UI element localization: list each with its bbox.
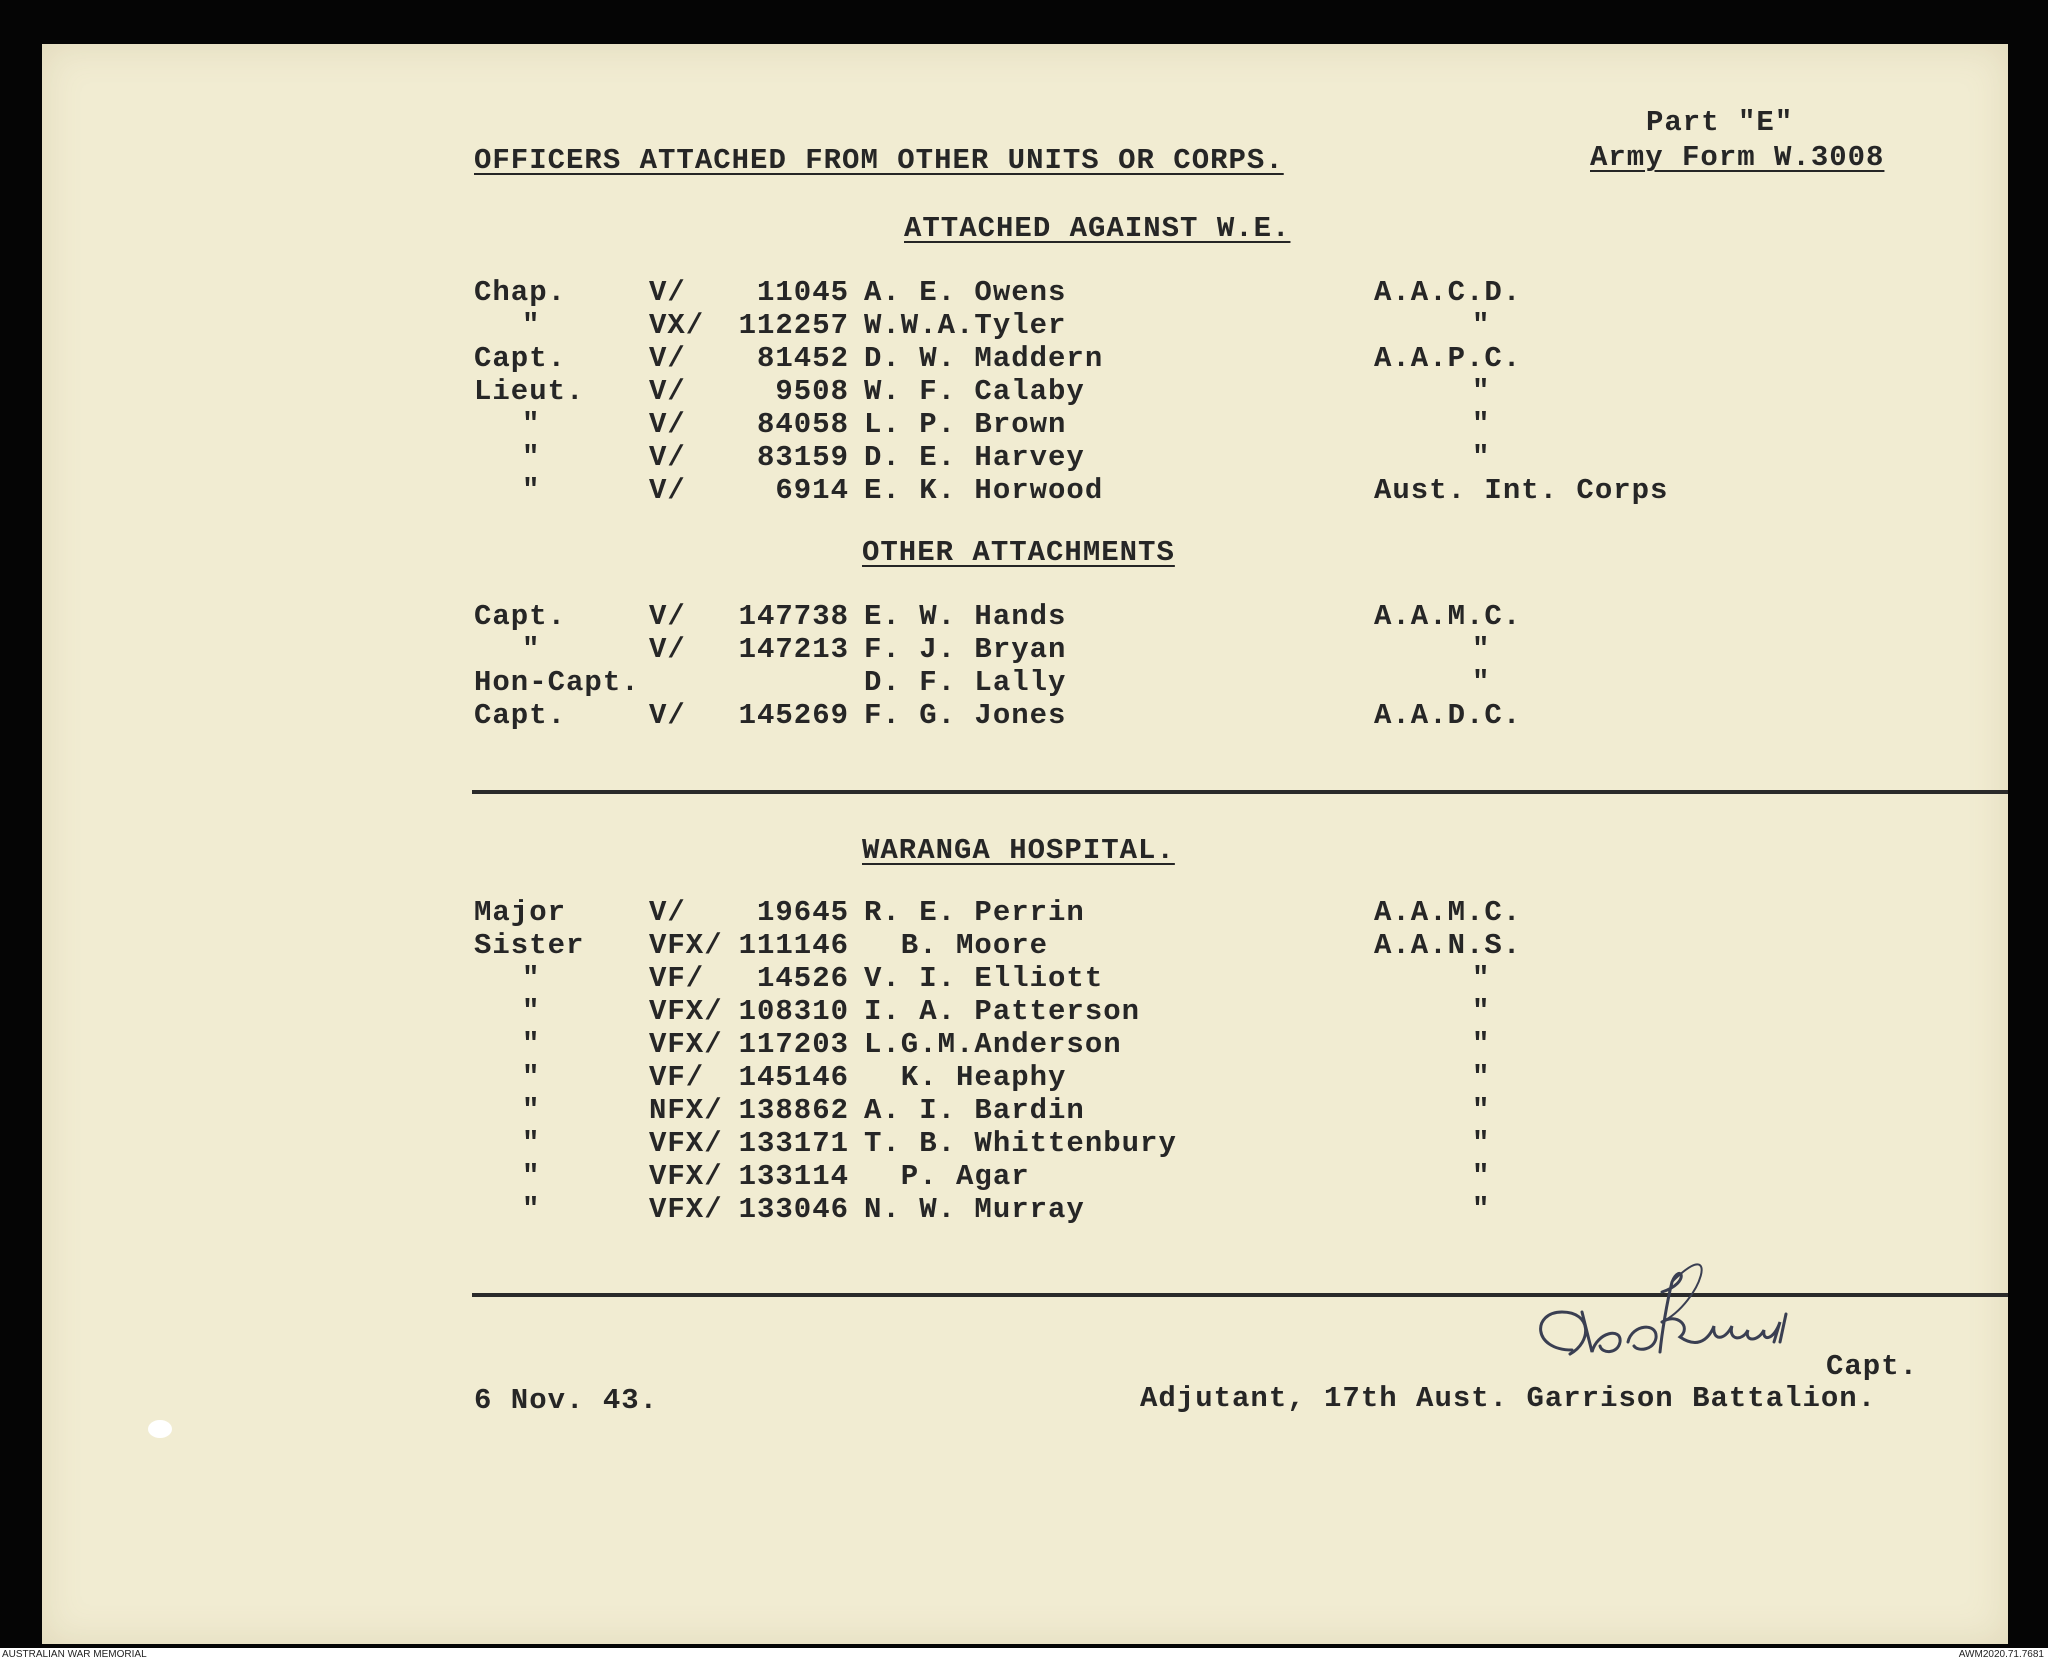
table-row [474,375,1874,408]
table-row [474,408,1874,441]
officer-rank: Chap. [474,276,567,309]
officer-unit: " [1472,1061,1491,1094]
table-row [474,1061,1874,1094]
officer-name: L.G.M.Anderson [864,1028,1122,1061]
signatory-appointment: Adjutant, 17th Aust. Garrison Battalion. [1140,1382,1877,1415]
officer-name: D. E. Harvey [864,441,1085,474]
service-prefix: V/ [649,699,686,732]
officer-unit: " [1472,666,1491,699]
officer-name: F. J. Bryan [864,633,1067,666]
officer-name: T. B. Whittenbury [864,1127,1177,1160]
officer-unit: A.A.M.C. [1374,600,1522,633]
officer-name: D. F. Lally [864,666,1067,699]
attached-against-we-list [474,276,1874,516]
officer-rank: " [522,309,541,342]
table-row [474,1127,1874,1160]
service-prefix: V/ [649,276,686,309]
table-row [474,633,1874,666]
officer-unit: " [1472,408,1491,441]
officer-rank: Major [474,896,567,929]
officer-name: F. G. Jones [864,699,1067,732]
officer-unit: A.A.M.C. [1374,896,1522,929]
officer-name: B. Moore [864,929,1049,962]
service-prefix: V/ [649,474,686,507]
document-date: 6 Nov. 43. [474,1384,659,1417]
service-number: 147213 [738,633,849,666]
section-heading-hospital: WARANGA HOSPITAL. [862,834,1175,867]
officer-unit: " [1472,633,1491,666]
service-prefix: VFX/ [649,1028,723,1061]
officer-rank: " [522,1061,541,1094]
table-row [474,276,1874,309]
officer-name: R. E. Perrin [864,896,1085,929]
service-number: 138862 [738,1094,849,1127]
officer-unit: A.A.C.D. [1374,276,1522,309]
officer-name: P. Agar [864,1160,1030,1193]
service-prefix: V/ [649,375,686,408]
officer-name: K. Heaphy [864,1061,1067,1094]
officer-unit: A.A.D.C. [1374,699,1522,732]
service-prefix: V/ [649,441,686,474]
officer-name: A. E. Owens [864,276,1067,309]
service-prefix: VFX/ [649,1127,723,1160]
waranga-hospital-list [474,896,1874,1236]
table-row [474,600,1874,633]
officer-name: I. A. Patterson [864,995,1141,1028]
officer-name: L. P. Brown [864,408,1067,441]
officer-unit: " [1472,1094,1491,1127]
officer-name: D. W. Maddern [864,342,1104,375]
table-row [474,309,1874,342]
service-number: 19645 [756,896,849,929]
document-title: OFFICERS ATTACHED FROM OTHER UNITS OR CORPS. [474,144,1284,177]
officer-rank: " [522,1127,541,1160]
officer-unit: A.A.P.C. [1374,342,1522,375]
officer-unit: " [1472,441,1491,474]
document-page [42,44,2008,1644]
service-prefix: VFX/ [649,1160,723,1193]
service-number: 133114 [738,1160,849,1193]
service-number: 11045 [756,276,849,309]
table-row [474,342,1874,375]
service-prefix: V/ [649,600,686,633]
table-row [474,666,1874,699]
service-prefix: NFX/ [649,1094,723,1127]
service-prefix: VFX/ [649,995,723,1028]
service-prefix: V/ [649,408,686,441]
officer-name: W. F. Calaby [864,375,1085,408]
table-row [474,441,1874,474]
service-number: 108310 [738,995,849,1028]
service-number: 83159 [756,441,849,474]
signatory-rank: Capt. [1826,1350,1919,1383]
table-row [474,1160,1874,1193]
officer-unit: " [1472,375,1491,408]
service-number: 145269 [738,699,849,732]
service-number: 117203 [738,1028,849,1061]
service-number: 112257 [738,309,849,342]
officer-rank: " [522,995,541,1028]
service-number: 133171 [738,1127,849,1160]
officer-rank: Lieut. [474,375,585,408]
table-row [474,1193,1874,1226]
part-label: Part "E" [1646,106,1794,139]
officer-rank: " [522,1193,541,1226]
service-number: 14526 [756,962,849,995]
service-prefix: VFX/ [649,1193,723,1226]
service-number: 145146 [738,1061,849,1094]
officer-unit: " [1472,1028,1491,1061]
archive-name: AUSTRALIAN WAR MEMORIAL [2,1649,147,1660]
paper-damage [148,1420,172,1438]
service-prefix: VF/ [649,962,705,995]
officer-name: W.W.A.Tyler [864,309,1067,342]
service-prefix: V/ [649,342,686,375]
officer-unit: Aust. Int. Corps [1374,474,1669,507]
table-row [474,1094,1874,1127]
archive-footer [0,1648,2048,1662]
archive-reference: AWM2020.71.7681 [1958,1649,2044,1660]
officer-rank: Hon-Capt. [474,666,640,699]
officer-name: N. W. Murray [864,1193,1085,1226]
service-prefix: VFX/ [649,929,723,962]
officer-rank: " [522,962,541,995]
service-prefix: VF/ [649,1061,705,1094]
table-row [474,929,1874,962]
officer-rank: " [522,633,541,666]
section-heading-other: OTHER ATTACHMENTS [862,536,1175,569]
officer-rank: Sister [474,929,585,962]
officer-rank: " [522,408,541,441]
officer-rank: Capt. [474,699,567,732]
table-row [474,1028,1874,1061]
service-number: 133046 [738,1193,849,1226]
service-prefix: VX/ [649,309,705,342]
officer-rank: Capt. [474,342,567,375]
officer-name: V. I. Elliott [864,962,1104,995]
service-number: 147738 [738,600,849,633]
service-number: 111146 [738,929,849,962]
officer-name: A. I. Bardin [864,1094,1085,1127]
officer-unit: " [1472,962,1491,995]
officer-name: E. K. Horwood [864,474,1104,507]
table-row [474,962,1874,995]
officer-rank: " [522,1028,541,1061]
service-prefix: V/ [649,633,686,666]
officer-unit: " [1472,309,1491,342]
section-heading-attached: ATTACHED AGAINST W.E. [904,212,1291,245]
service-number: 6914 [775,474,849,507]
service-number: 81452 [756,342,849,375]
other-attachments-list [474,600,1874,740]
table-row [474,699,1874,732]
table-row [474,896,1874,929]
officer-unit: " [1472,1193,1491,1226]
officer-rank: Capt. [474,600,567,633]
officer-name: E. W. Hands [864,600,1067,633]
divider-line [472,790,2008,794]
table-row [474,995,1874,1028]
officer-rank: " [522,474,541,507]
officer-rank: " [522,1160,541,1193]
officer-unit: " [1472,1127,1491,1160]
officer-rank: " [522,441,541,474]
service-number: 84058 [756,408,849,441]
table-row [474,474,1874,507]
service-number: 9508 [775,375,849,408]
signature-image [1462,1242,1862,1392]
officer-unit: A.A.N.S. [1374,929,1522,962]
officer-unit: " [1472,995,1491,1028]
form-number: Army Form W.3008 [1590,141,1885,174]
officer-rank: " [522,1094,541,1127]
officer-unit: " [1472,1160,1491,1193]
service-prefix: V/ [649,896,686,929]
